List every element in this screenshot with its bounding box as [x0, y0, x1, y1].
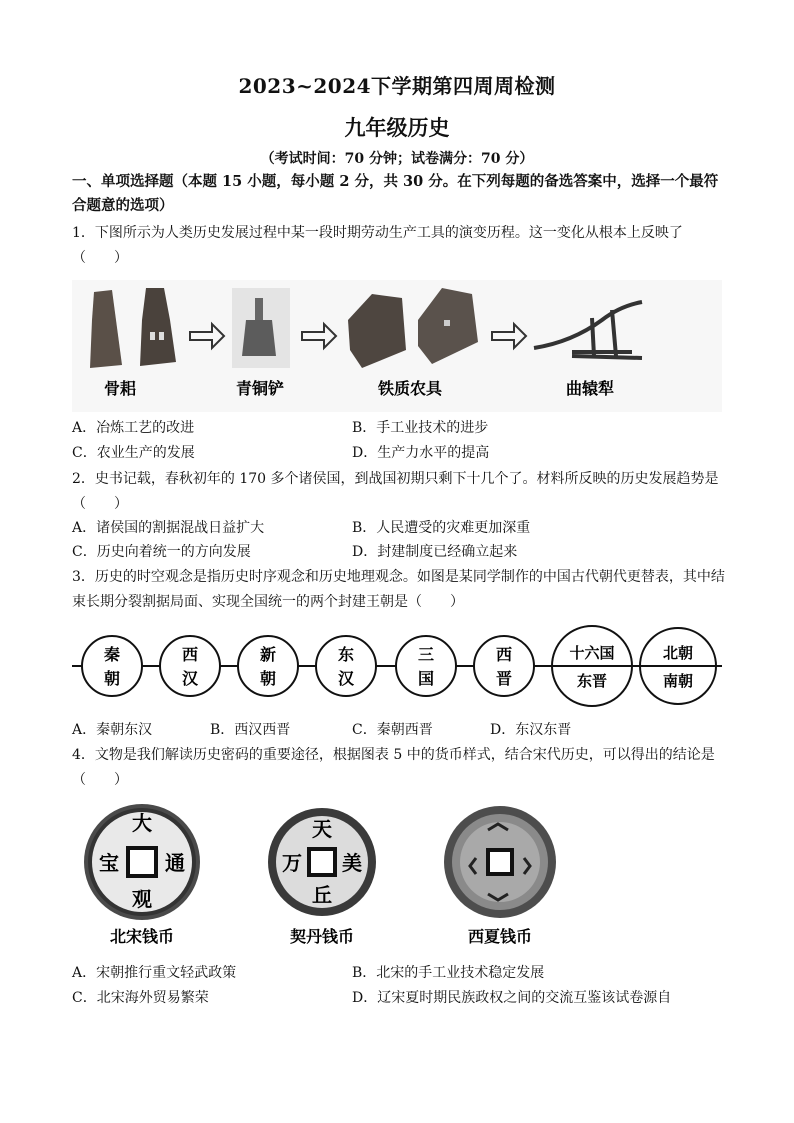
option-a[interactable]: A．冶炼工艺的改进 [72, 420, 195, 436]
dynasty-label: 国 [417, 669, 435, 688]
option-c[interactable]: C．历史向着统一的方向发展 [72, 544, 251, 560]
option-b[interactable]: B．北宋的手工业技术稳定发展 [352, 965, 545, 981]
dynasty-label: 朝 [259, 669, 277, 688]
coin-char: 天 [312, 817, 332, 841]
tool-label: 曲辕犁 [565, 379, 615, 398]
dynasty-label: 汉 [181, 669, 199, 688]
option-d[interactable]: D．辽宋夏时期民族政权之间的交流互鉴该试卷源自 [352, 990, 672, 1006]
option-d[interactable]: D．生产力水平的提高 [352, 445, 490, 461]
dynasty-label: 朝 [103, 669, 121, 688]
coin-char: 观 [132, 887, 152, 911]
question-4-stem: 4．文物是我们解读历史密码的重要途径，根据图表 5 中的货币样式，结合宋代历史，可以得出的结论是 [72, 747, 715, 763]
dynasty-label: 东 [337, 645, 355, 664]
question-3-stem: 3．历史的时空观念是指历史时序观念和历史地理观念。如图是某同学制作的中国古代朝代更替表，其中结束长期分裂割据局面、实现全国统一的两个封建王朝是（ ） [72, 569, 725, 610]
option-d[interactable]: D．封建制度已经确立起来 [352, 544, 518, 560]
dynasty-label: 南朝 [662, 672, 694, 690]
question-4-paren: （ ） [72, 772, 128, 788]
dynasty-label: 西 [495, 645, 513, 664]
coin-char: 万 [282, 851, 302, 875]
coin-char: 大 [132, 811, 152, 835]
coin-label: 北宋钱币 [109, 927, 175, 946]
coin-char: 美 [342, 851, 362, 875]
question-1 [72, 221, 734, 271]
question-2-paren: （ ） [72, 496, 128, 512]
exam-info: （考试时间：70 分钟；试卷满分：70 分） [260, 151, 534, 167]
bronze-shovel-image [232, 288, 290, 368]
dynasty-timeline [72, 624, 722, 708]
tool-label: 骨耜 [103, 379, 137, 398]
option-a[interactable]: A．诸侯国的割据混战日益扩大 [72, 520, 265, 536]
dynasty-circles [82, 626, 716, 706]
dynasty-label: 秦 [103, 645, 121, 664]
coin-image [444, 806, 556, 918]
tools-figure [72, 280, 722, 412]
option-b[interactable]: B．手工业技术的进步 [352, 420, 489, 436]
dynasty-label: 北朝 [662, 644, 694, 662]
dynasty-label: 东晋 [576, 672, 608, 690]
section-heading: 一、单项选择题（本题 15 小题，每小题 2 分，共 30 分。在下列每题的备选答案中，选择一个最符合题意的选项） [72, 173, 719, 214]
question-1-paren: （ ） [72, 250, 128, 266]
coin-char: 宝 [99, 851, 119, 875]
coin-label: 西夏钱币 [467, 927, 533, 946]
tool-label: 铁质农具 [377, 379, 443, 398]
coin-image [268, 808, 376, 916]
coins-figure [72, 800, 632, 952]
question-1-stem: 1．下图所示为人类历史发展过程中某一段时期劳动生产工具的演变历程。这一变化从根本上反映了 [72, 225, 683, 241]
question-2-stem: 2．史书记载，春秋初年的 170 多个诸侯国，到战国初期只剩下十几个了。材料所反映的历史发展趋势是 [72, 471, 719, 487]
tool-label: 青铜铲 [235, 379, 285, 398]
dynasty-label: 三 [417, 645, 435, 664]
option-d[interactable]: D．东汉东晋 [490, 722, 572, 738]
dynasty-label: 西 [181, 645, 199, 664]
coin-image [84, 804, 200, 920]
option-c[interactable]: C．秦朝西晋 [352, 722, 433, 738]
option-a[interactable]: A．秦朝东汉 [72, 722, 153, 738]
question-3 [72, 565, 734, 615]
option-b[interactable]: B．西汉西晋 [210, 722, 291, 738]
dynasty-label: 新 [259, 645, 277, 664]
dynasty-label: 晋 [495, 669, 513, 688]
option-b[interactable]: B．人民遭受的灾难更加深重 [352, 520, 531, 536]
coin-char: 通 [165, 851, 185, 875]
question-2 [72, 467, 734, 517]
option-c[interactable]: C．北宋海外贸易繁荣 [72, 990, 209, 1006]
option-a[interactable]: A．宋朝推行重文轻武政策 [72, 965, 237, 981]
dynasty-label: 汉 [337, 669, 355, 688]
question-4 [72, 743, 734, 793]
coin-label: 契丹钱币 [289, 927, 355, 946]
option-c[interactable]: C．农业生产的发展 [72, 445, 195, 461]
coin-char: 丘 [312, 883, 332, 907]
dynasty-label: 十六国 [569, 644, 615, 662]
exam-subject: 九年级历史 [344, 115, 450, 140]
exam-title: 2023~2024下学期第四周周检测 [238, 74, 556, 98]
